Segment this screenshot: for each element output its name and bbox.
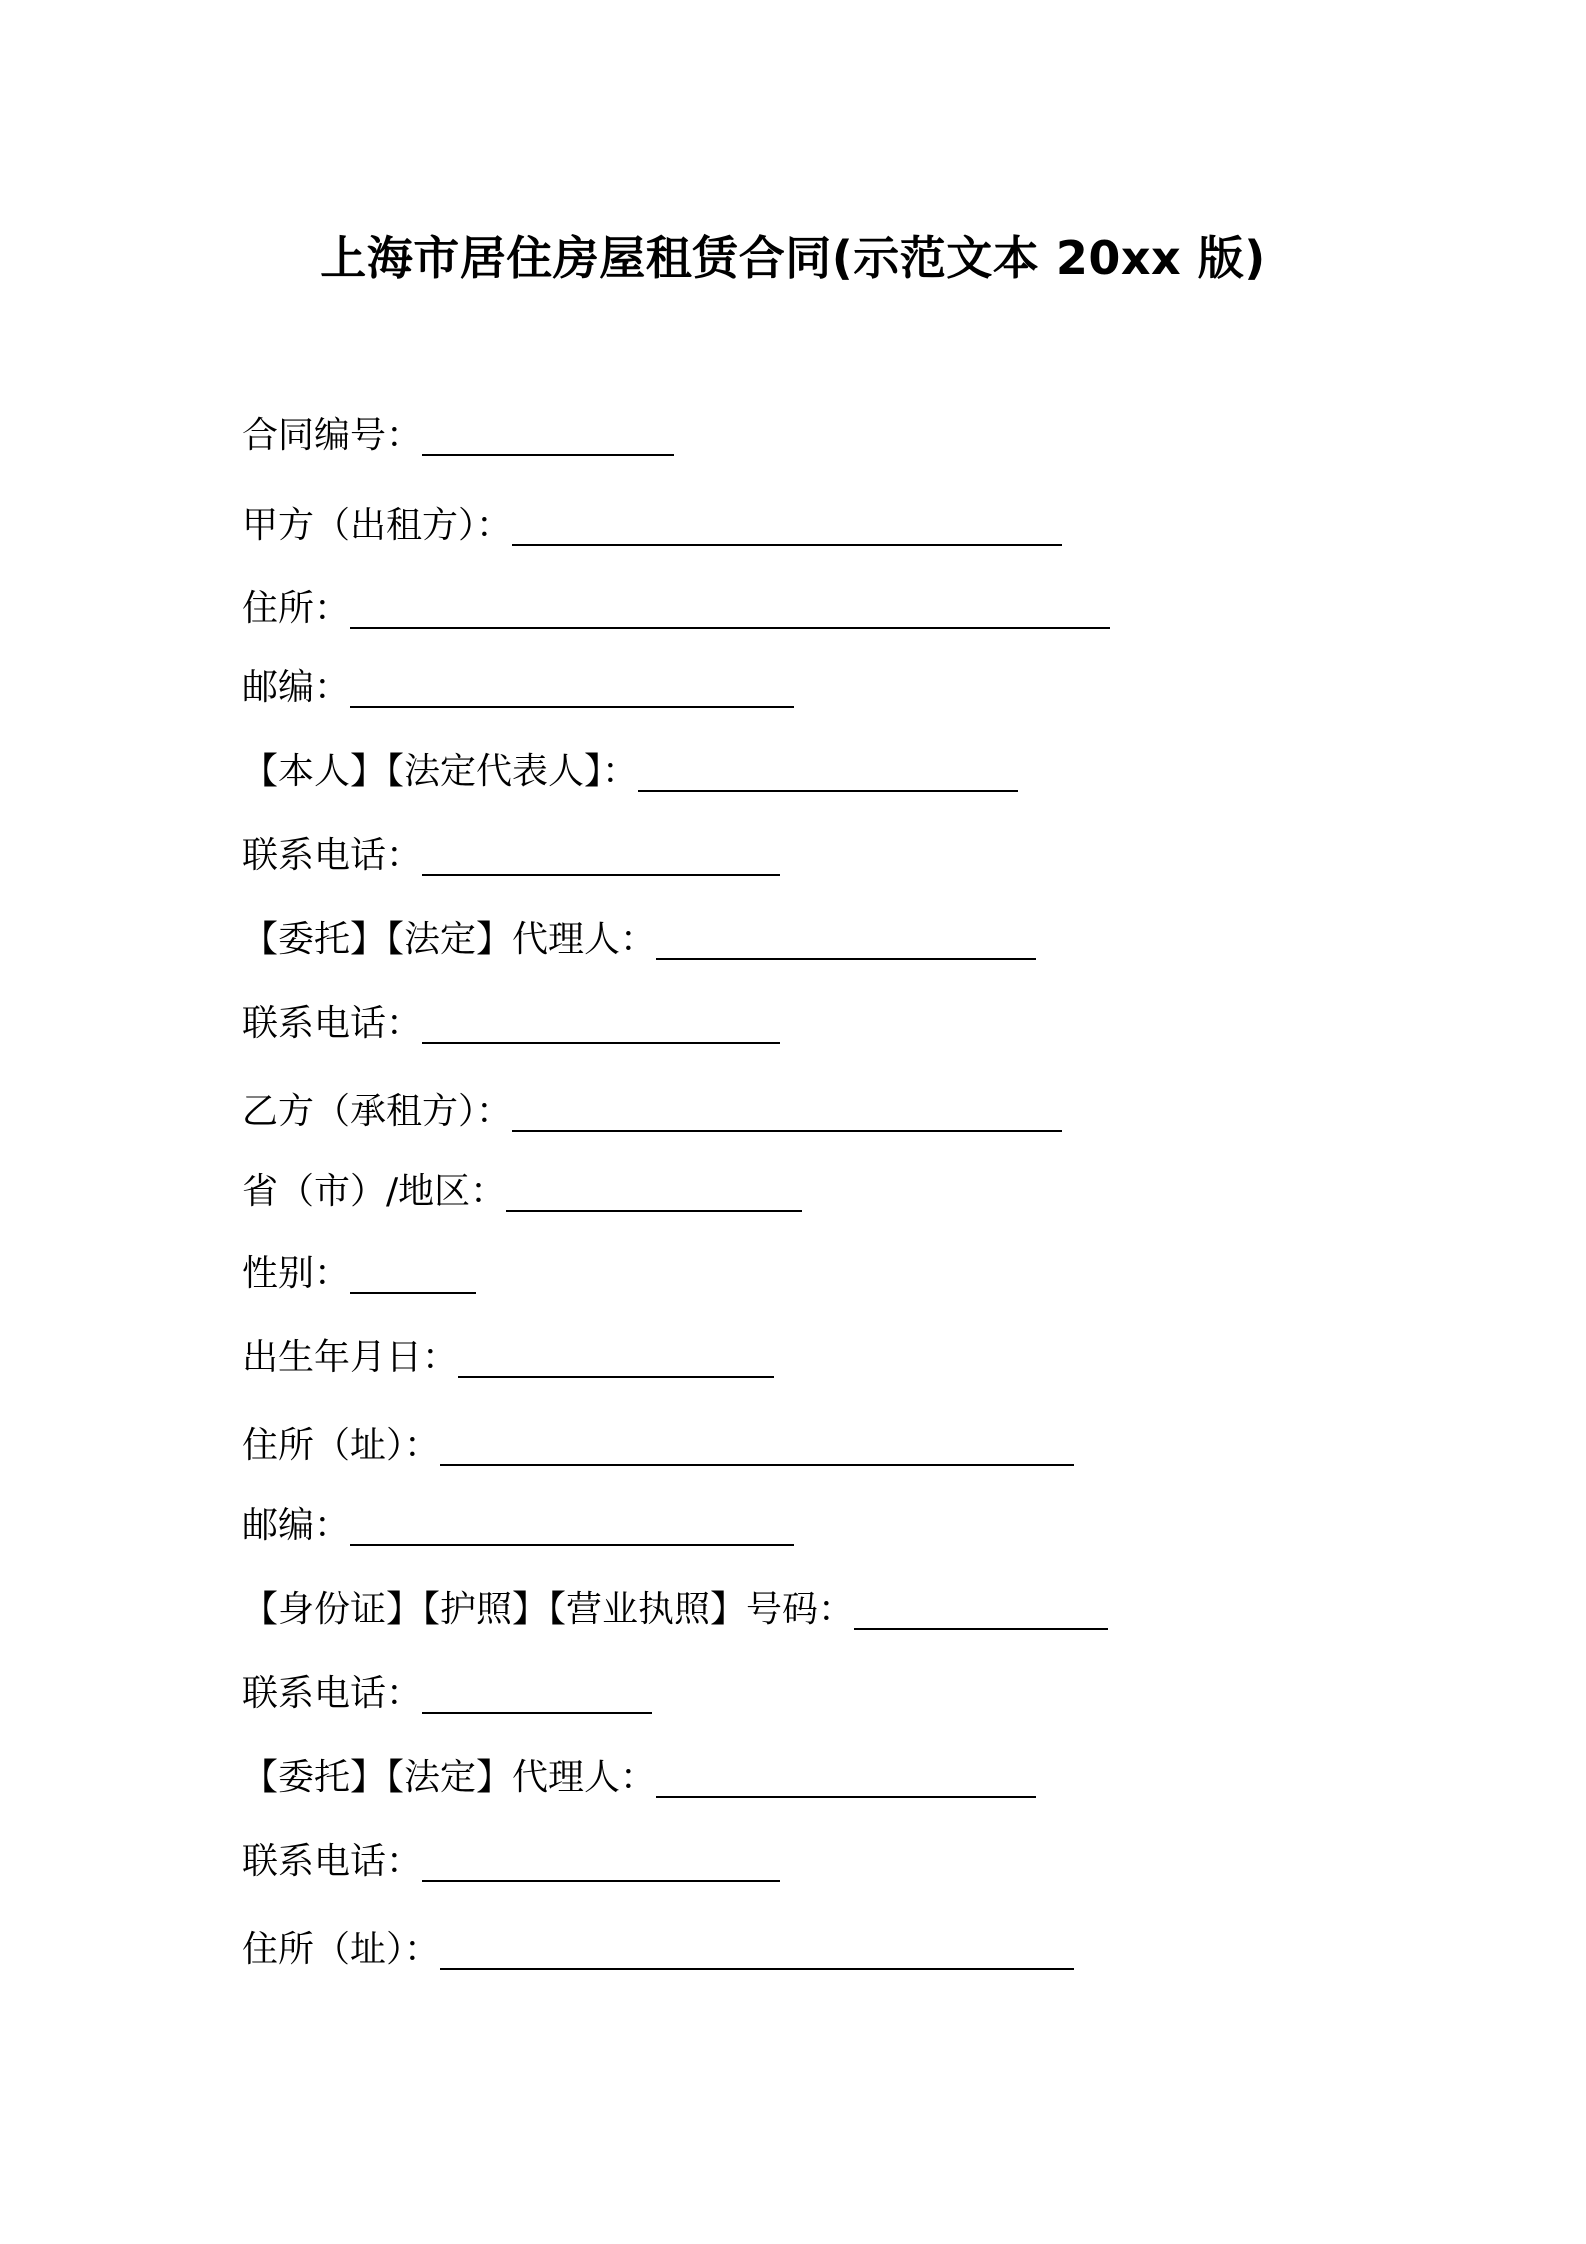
party-a-agent-phone-field	[242, 1000, 780, 1048]
party-b-postcode-field	[242, 1502, 794, 1550]
fill-in-blank	[422, 836, 780, 876]
fill-in-blank	[422, 1004, 780, 1044]
fill-in-blank	[656, 1758, 1036, 1798]
fill-in-blank	[656, 920, 1036, 960]
fill-in-blank	[422, 1842, 780, 1882]
party-b-address-field	[242, 1422, 1074, 1470]
field-label: 联系电话：	[242, 1673, 423, 1714]
field-label: 联系电话：	[242, 1841, 423, 1882]
party-b-id-number-field	[242, 1586, 1108, 1634]
party-b-phone-field	[242, 1670, 652, 1718]
field-label: 省（市）/地区：	[242, 1171, 507, 1212]
field-label: 【本人】【法定代表人】：	[242, 751, 639, 792]
field-label: 联系电话：	[242, 1003, 423, 1044]
fill-in-blank	[512, 506, 1062, 546]
field-label: 邮编：	[242, 1505, 351, 1546]
field-label: 住所：	[242, 588, 351, 629]
field-label: 【委托】【法定】代理人：	[242, 1757, 657, 1798]
fill-in-blank	[638, 752, 1018, 792]
field-label: 【委托】【法定】代理人：	[242, 919, 657, 960]
party-b-agent-phone-field	[242, 1838, 780, 1886]
party-a-postcode-field	[242, 664, 794, 712]
field-label: 住所（址）：	[242, 1425, 441, 1466]
party-b-field	[242, 1088, 1062, 1136]
fill-in-blank	[422, 1674, 652, 1714]
fill-in-blank	[350, 1254, 476, 1294]
field-label: 性别：	[242, 1253, 351, 1294]
field-label: 【身份证】【护照】【营业执照】号码：	[242, 1589, 855, 1630]
field-label: 联系电话：	[242, 835, 423, 876]
fill-in-blank	[854, 1590, 1108, 1630]
fill-in-blank	[350, 668, 794, 708]
field-label: 出生年月日：	[242, 1337, 459, 1378]
fill-in-blank	[440, 1426, 1074, 1466]
field-label: 乙方（承租方）：	[242, 1091, 513, 1132]
document-title: 上海市居住房屋租赁合同(示范文本 20xx 版)	[320, 231, 1266, 285]
party-a-address-field	[242, 585, 1110, 633]
field-label: 合同编号：	[242, 415, 423, 456]
field-label: 甲方（出租方）：	[242, 505, 513, 546]
field-label: 住所（址）：	[242, 1929, 441, 1970]
fill-in-blank	[350, 1506, 794, 1546]
fill-in-blank	[422, 416, 674, 456]
fill-in-blank	[350, 589, 1110, 629]
party-a-representative-field	[242, 748, 1018, 796]
party-b-region-field	[242, 1168, 802, 1216]
party-b-gender-field	[242, 1250, 476, 1298]
party-b-agent-field	[242, 1754, 1036, 1802]
fill-in-blank	[440, 1930, 1074, 1970]
contract-number-field	[242, 412, 674, 460]
party-a-phone-field	[242, 832, 780, 880]
party-a-field	[242, 502, 1062, 550]
fill-in-blank	[506, 1172, 802, 1212]
fill-in-blank	[458, 1338, 774, 1378]
party-a-agent-field	[242, 916, 1036, 964]
party-b-agent-address-field	[242, 1926, 1074, 1974]
party-b-birthdate-field	[242, 1334, 774, 1382]
field-label: 邮编：	[242, 667, 351, 708]
fill-in-blank	[512, 1092, 1062, 1132]
